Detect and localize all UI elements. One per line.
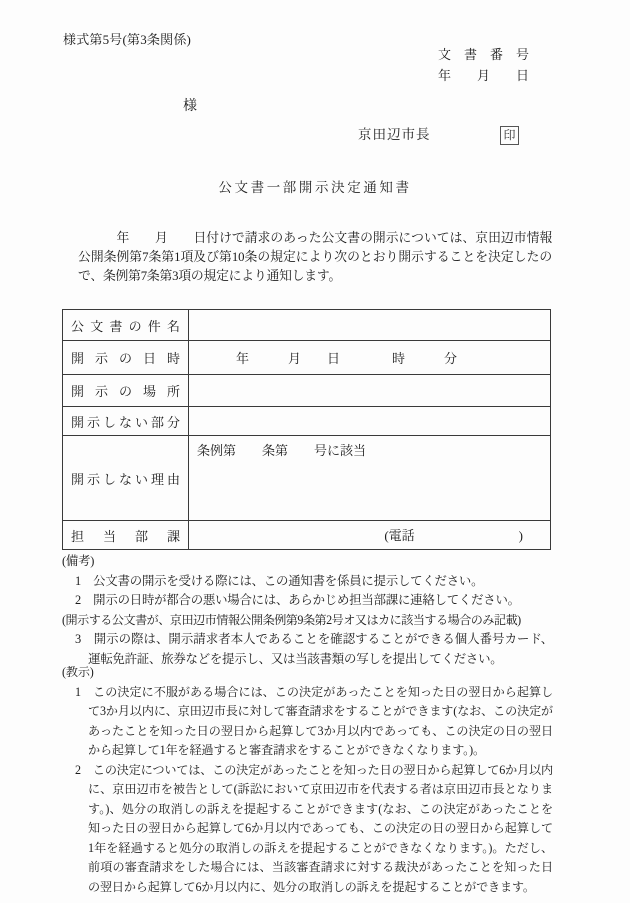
remarks-heading: (備考) — [62, 554, 95, 568]
disclosure-details-table — [62, 309, 551, 550]
remarks-section — [62, 552, 553, 669]
value-document-name — [189, 310, 551, 341]
table-row-disclosure-datetime — [63, 341, 551, 375]
remarks-item-1: 1 公文書の開示を受ける際には、この通知書を係員に提示してください。 — [75, 573, 484, 588]
instructions-heading: (教示) — [62, 665, 94, 679]
body-paragraph: 年 月 日付けで請求のあった公文書の開示については、京田辺市情報公開条例第7条第1項及び第10条の規定により次のとおり開示することを決定したので、条例第7条第3項の規定により通知します。 — [78, 231, 552, 283]
sender-name: 京田辺市長 — [358, 127, 431, 142]
remarks-item-3: 3 開示の際は、開示請求者本人であることを確認することができる個人番号カード、運転免許証、旅券などを提示し、又は当該書類の写しを提出してください。 — [75, 632, 553, 666]
label-nondisclosure-reason: 開示しない理由 — [63, 436, 189, 521]
table-row-nondisclosure-reason — [63, 436, 551, 521]
value-nondisclosed-part — [189, 407, 551, 436]
addressee-honorific: 様 — [183, 99, 197, 114]
label-disclosure-datetime: 開示の日時 — [63, 341, 189, 375]
value-responsible-department-phone: (電話 ) — [189, 521, 551, 550]
value-nondisclosure-reason: 条例第 条第 号に該当 — [189, 436, 551, 521]
remarks-item-2: 2 開示の日時が都合の悪い場合には、あらかじめ担当部課に連絡してください。 — [75, 593, 520, 607]
table-row-document-name — [63, 310, 551, 341]
doc-date-blank: 年 月 日 — [438, 68, 530, 83]
table-row-responsible-department — [63, 521, 551, 550]
label-document-name: 公文書の件名 — [63, 310, 189, 341]
label-disclosure-place: 開示の場所 — [63, 375, 189, 407]
instructions-item-2: 2 この決定については、この決定があったことを知った日の翌日から起算して6か月以内に、京田辺市を被告として(訴訟において京田辺市を代表する者は京田辺市長となります。)、処分の取消しの訴えを提起することができます(なお、この決定があったことを知った日の翌日から起算して6か月以内であっても、この決定の日の翌日から起算して1年を経過すると処分の取消しの訴えを提起することができなくなります。)。ただし、前項の審査請求をした場合には、当該審査請求に対する裁決があったことを知った日の翌日から起算して6か月以内に、処分の取消しの訴えを提起することができます。 — [75, 762, 553, 894]
instructions-item-1: 1 この決定に不服がある場合には、この決定があったことを知った日の翌日から起算して3か月以内に、京田辺市長に対して審査請求をすることができます(なお、この決定があったことを知った日の翌日から起算して3か月以内であっても、この決定の日の翌日から起算して1年を経過すると審査請求をすることができなくなります。)。 — [75, 684, 553, 757]
doc-number-label: 文 書 番 号 — [438, 47, 530, 62]
table-row-disclosure-place — [63, 375, 551, 407]
value-disclosure-place — [189, 375, 551, 407]
document-title: 公文書一部開示決定通知書 — [218, 180, 412, 195]
form-number: 様式第5号(第3条関係) — [63, 32, 192, 47]
label-responsible-department: 担当部課 — [63, 521, 189, 550]
seal-stamp-icon: 印 — [500, 126, 519, 145]
label-nondisclosed-part: 開示しない部分 — [63, 407, 189, 436]
appeal-instructions-section — [62, 663, 553, 897]
remarks-conditional-note: (開示する公文書が、京田辺市情報公開条例第9条第2号オ又はカに該当する場合のみ記載) — [62, 612, 521, 627]
value-disclosure-datetime: 年 月 日 時 分 — [189, 341, 551, 375]
table-row-nondisclosed-part — [63, 407, 551, 436]
